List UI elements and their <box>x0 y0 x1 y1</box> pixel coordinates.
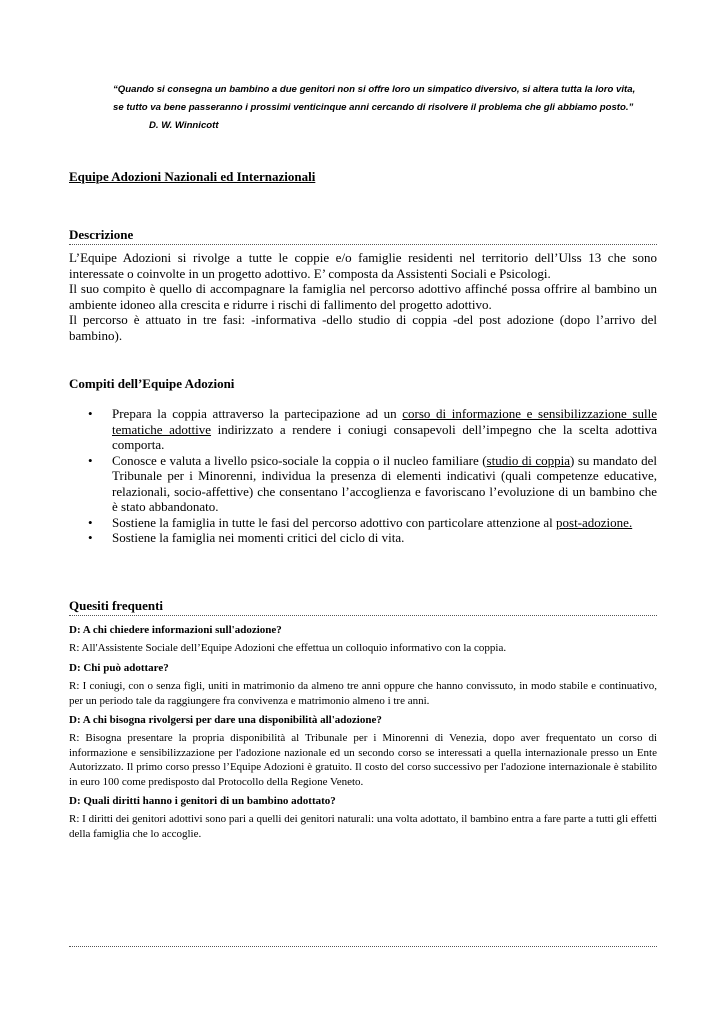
list-item-text: indirizzato a rendere i coniugi consapevoli dell’impegno che la scelta adottiva comporta. <box>112 421 658 452</box>
compiti-list <box>69 406 657 546</box>
studio-di-coppia-link[interactable]: studio di coppia <box>486 452 571 468</box>
bullet-icon: • <box>88 514 93 530</box>
descrizione-body <box>69 250 657 343</box>
faq-answer: R: I coniugi, con o senza figli, uniti in matrimonio da almeno tre anni oppure che hanno convissuto, in modo stabile e continuativo, per un periodo tale da raggiungere fra convivenza e matrimonio almeno i tre anni. <box>69 680 657 707</box>
list-item-text: ) su mandato del Tribunale per i Minorenni, individua la presenza di elementi indicativi (quali competenze educative, relazionali, socio-affettive) che consentano l’accoglienza e favoriscano l’evoluzione di un bambino che è stato abbandonato. <box>112 452 657 514</box>
corso-informazione-link[interactable]: corso di informazione e sensibilizzazione sulle tematiche adottive <box>112 406 657 437</box>
descrizione-paragraph: Il percorso è attuato in tre fasi: -informativa -dello studio di coppia -del post adozione (dopo l’arrivo del bambino). <box>69 312 657 343</box>
footer-divider <box>69 946 657 947</box>
faq-question: D: A chi chiedere informazioni sull'adozione? <box>69 624 282 636</box>
section-heading-descrizione: Descrizione <box>69 226 657 245</box>
faq-question: D: Quali diritti hanno i genitori di un bambino adottato? <box>69 795 336 808</box>
section-heading-quesiti: Quesiti frequenti <box>69 597 657 616</box>
post-adozione-link[interactable]: post-adozione. <box>556 514 633 530</box>
epigraph-quote <box>113 81 643 135</box>
document-title: Equipe Adozioni Nazionali ed Internazionali <box>69 169 316 184</box>
faq-answer: R: I diritti dei genitori adottivi sono pari a quelli dei genitori naturali: una volta adottato, il bambino entra a fare parte a tutti gli effetti della famiglia che lo accoglie. <box>69 813 657 840</box>
list-item <box>69 406 657 453</box>
faq-question: D: A chi bisogna rivolgersi per dare una disponibilità all'adozione? <box>69 714 382 727</box>
list-item-text: Sostiene la famiglia nei momenti critici del ciclo di vita. <box>112 530 405 545</box>
descrizione-paragraph: Il suo compito è quello di accompagnare la famiglia nel percorso adottivo affinché possa offrire al bambino un ambiente idoneo alla crescita e ridurre i rischi di fallimento del progetto adottivo. <box>69 281 657 312</box>
faq-question: D: Chi può adottare? <box>69 661 169 674</box>
section-heading-compiti: Compiti dell’Equipe Adozioni <box>69 376 235 391</box>
list-item-text: Prepara la coppia attraverso la partecipazione ad un <box>112 406 403 421</box>
bullet-icon: • <box>88 452 93 468</box>
list-item-text: Sostiene la famiglia in tutte le fasi del percorso adottivo con particolare attenzione al <box>112 514 557 530</box>
list-item <box>69 515 657 531</box>
faq-answer: R: All'Assistente Sociale dell’Equipe Adozioni che effettua un colloquio informativo con la coppia. <box>69 642 507 655</box>
quote-author: D. W. Winnicott <box>149 120 219 131</box>
faq-answer: R: Bisogna presentare la propria disponibilità al Tribunale per i Minorenni di Venezia, dopo aver frequentato un corso di informazione e sensibilizzazione per l'adozione nazionale ed un secondo corso se interessati a quella internazionale presso un Ente Autorizzato. Il primo corso presso l’Equipe Adozioni è gratuito. Il costo del corso successivo per l'adozione internazionale è stabilito in euro 100 come predisposto dal Protocollo della Regione Veneto. <box>69 732 657 788</box>
descrizione-paragraph: L’Equipe Adozioni si rivolge a tutte le coppie e/o famiglie residenti nel territorio dell’Ulss 13 che sono interessate o coinvolte in un progetto adottivo. E’ composta da Assistenti Sociali e Psicologi. <box>69 250 657 281</box>
list-item <box>69 453 657 515</box>
list-item-text: Conosce e valuta a livello psico-sociale la coppia o il nucleo familiare ( <box>112 452 487 468</box>
bullet-icon: • <box>88 406 93 421</box>
bullet-icon: • <box>88 530 93 545</box>
list-item <box>69 530 657 546</box>
quote-text: “Quando si consegna un bambino a due genitori non si offre loro un simpatico diversivo, si altera tutta la loro vita, se tutto va bene passeranno i prossimi venticinque anni cercando di risolvere il problema che gli abbiamo posto.” <box>113 84 636 113</box>
faq-list <box>69 623 657 846</box>
